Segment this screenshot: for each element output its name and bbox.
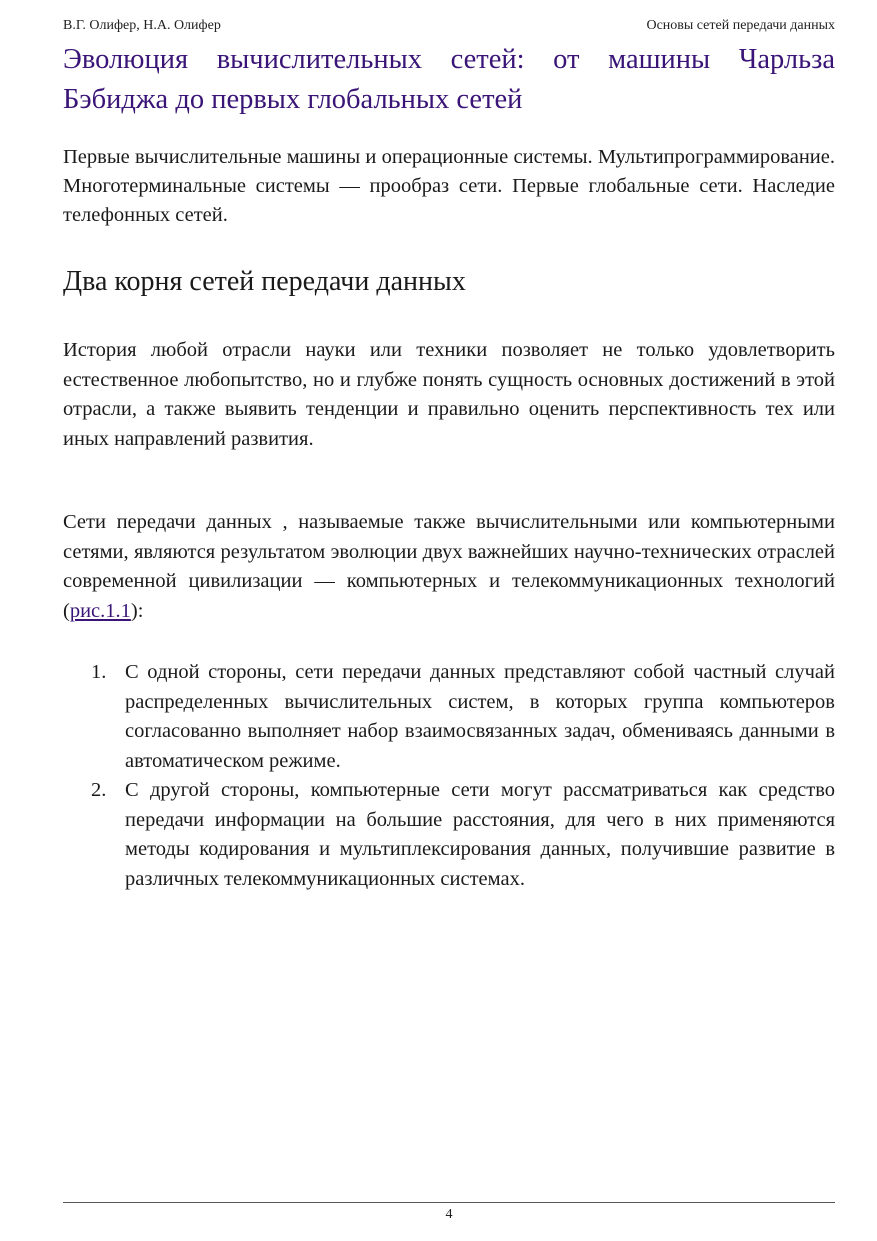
paragraph-2-text-before-link: Сети передачи данных , называемые также вычислительными или компьютерными сетями, являются результатом эволюции двух важнейших научно-технических отраслей современной цивилизации — компьютерных и телекоммуникационных технологий ( bbox=[63, 511, 835, 622]
page-number: 4 bbox=[445, 1207, 453, 1222]
list-item-text: С другой стороны, компьютерные сети могут рассматриваться как средство передачи информации на большие расстояния, для чего в них применяются методы кодирования и мультиплексирования данных, получившие развитие в различных телекоммуникационных системах. bbox=[125, 779, 835, 890]
running-header bbox=[63, 17, 835, 35]
list-item-number: 2. bbox=[91, 779, 107, 801]
list-item-text: С одной стороны, сети передачи данных представляют собой частный случай распределенных вычислительных систем, в которых группа компьютеров согласованно выполняет набор взаимосвязанных задач, обмениваясь данными в автоматическом режиме. bbox=[125, 661, 835, 772]
chapter-title: Эволюция вычислительных сетей: от машины Чарльза Бэбиджа до первых глобальных сетей bbox=[63, 44, 835, 115]
chapter-abstract: Первые вычислительные машины и операционные системы. Мультипрограммирование. Многотерминальные системы — прообраз сети. Первые глобальные сети. Наследие телефонных сетей. bbox=[63, 146, 835, 226]
section-paragraph-2 bbox=[63, 508, 835, 626]
header-authors: В.Г. Олифер, Н.А. Олифер bbox=[63, 18, 221, 33]
footer-divider bbox=[63, 1202, 835, 1203]
list-item bbox=[63, 658, 835, 776]
section-paragraph-1: История любой отрасли науки или техники позволяет не только удовлетворить естественное любопытство, но и глубже понять сущность основных достижений в этой отрасли, а также выявить тенденции и правильно оценить перспективность тех или иных направлений развития. bbox=[63, 339, 835, 450]
document-page bbox=[63, 0, 835, 1241]
header-book-title: Основы сетей передачи данных bbox=[646, 18, 835, 33]
section-title: Два корня сетей передачи данных bbox=[63, 266, 466, 297]
list-item-number: 1. bbox=[91, 661, 107, 683]
paragraph-2-text-after-link: ): bbox=[130, 599, 144, 622]
figure-1-1-link[interactable]: рис.1.1 bbox=[69, 599, 131, 622]
list-item bbox=[63, 776, 835, 894]
numbered-list bbox=[63, 658, 835, 894]
